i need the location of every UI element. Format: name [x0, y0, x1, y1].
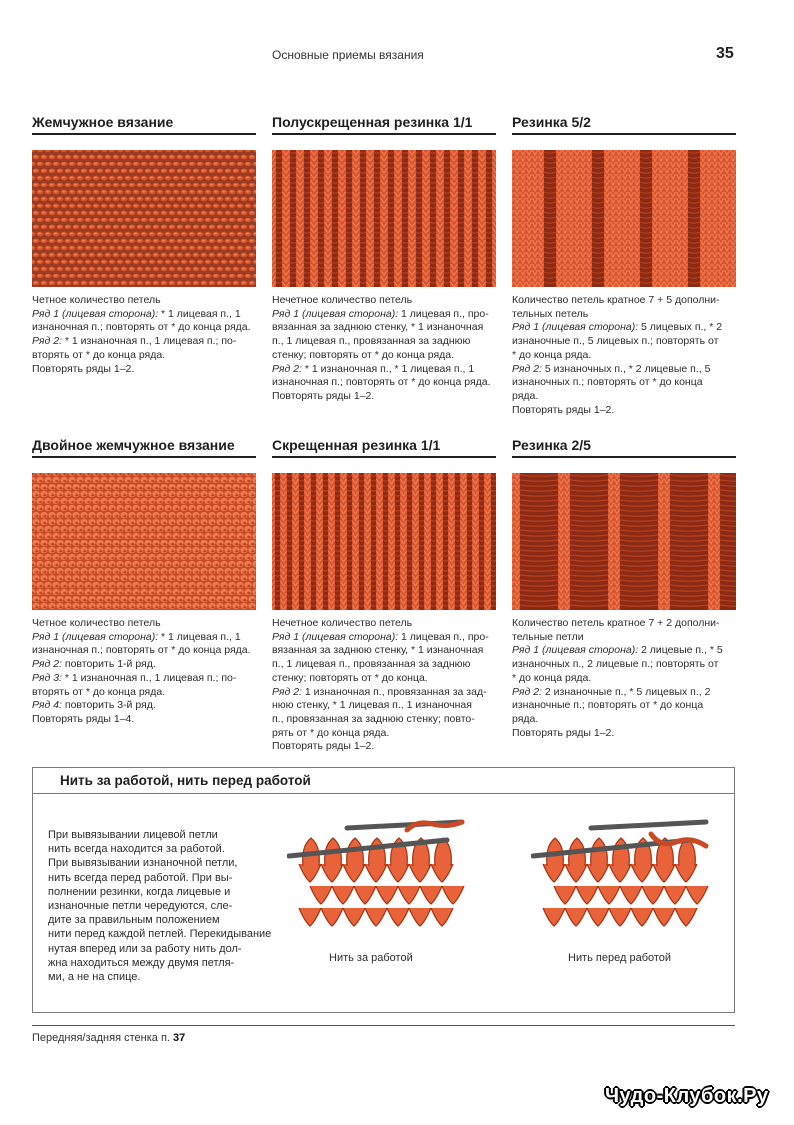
box-text	[48, 828, 276, 984]
description-line: вязанная за заднюю стенку, * 1 изнаночная	[272, 321, 484, 334]
swatch-description-rib-2-5	[512, 617, 744, 740]
box-text-line: ми, а не на спице.	[48, 971, 141, 984]
description-line: Ряд 1 (лицевая сторона): * 1 лицевая п., 1	[32, 630, 241, 643]
page-number: 35	[716, 45, 734, 62]
knit-texture	[272, 473, 496, 610]
swatch-description-half-crossed-rib	[272, 294, 504, 404]
description-line: Повторять ряды 1–2.	[512, 403, 615, 416]
stitch-loop	[343, 864, 365, 882]
stitch-loop	[675, 908, 697, 926]
description-line: Ряд 2: 5 изнаночных п., * 2 лицевые п., 5	[512, 362, 711, 375]
description-line: Ряд 2: 1 изнаночная п., провязанная за зад-	[272, 685, 487, 698]
swatch-title-half-crossed-rib: Полускрещенная резинка 1/1	[272, 114, 496, 135]
description-line: Ряд 2: повторить 1-й ряд.	[32, 658, 156, 671]
stitch-loop	[631, 864, 653, 882]
swatch-description-rib-5-2	[512, 294, 744, 417]
stitch-loop	[543, 864, 565, 882]
stitch-loop	[609, 864, 631, 882]
swatch-image-rib-5-2	[512, 150, 736, 287]
description-line: Нечетное количество петель	[272, 617, 413, 629]
description-line: вторять от * до конца ряда.	[32, 685, 166, 698]
description-line: изнаночная п.; повторять от * до конца ряда.	[32, 644, 251, 657]
knit-texture	[512, 473, 736, 610]
description-line: Количество петель кратное 7 + 5 дополни-	[512, 294, 720, 306]
caption-yarn-front: Нить перед работой	[568, 952, 672, 964]
stitch-loop	[369, 838, 386, 866]
description-line: Количество петель кратное 7 + 2 дополни-	[512, 617, 720, 629]
box-text-line: нить всегда находится за работой.	[48, 843, 225, 856]
box-text-line: изнаночные петли чередуются, сле-	[48, 900, 233, 913]
stitch-loop	[565, 908, 587, 926]
stitch-loop	[686, 886, 708, 904]
swatch-title-seed: Жемчужное вязание	[32, 114, 256, 135]
box-text-line: нити перед каждой петлей. Перекидывание	[48, 928, 272, 941]
stitch-loop	[299, 864, 321, 882]
description-line: Ряд 1 (лицевая сторона): 5 лицевых п., * 2	[512, 321, 723, 334]
swatch-image-seed	[32, 150, 256, 287]
description-line: Ряд 4: повторить 3-й ряд.	[32, 699, 156, 712]
running-title: Основные приемы вязания	[272, 48, 424, 62]
swatch-title-rib-5-2: Резинка 5/2	[512, 114, 736, 135]
stitch-loop	[310, 886, 332, 904]
stitch-loop	[442, 886, 464, 904]
swatch-description-crossed-rib	[272, 617, 504, 754]
description-line: п., провязанная за заднюю стенку; повто-	[272, 712, 475, 725]
description-line: Ряд 1 (лицевая сторона): 1 лицевая п., про-	[272, 630, 489, 643]
box-text-line: дите за правильным положением	[48, 914, 220, 927]
description-line: Ряд 3: * 1 изнаночная п., 1 лицевая п.; по-	[32, 671, 237, 684]
box-text-line: При вывязывании лицевой петли	[48, 829, 218, 841]
description-line: Повторять ряды 1–2.	[272, 389, 375, 402]
swatch-image-half-crossed-rib	[272, 150, 496, 287]
description-line: Повторять ряды 1–4.	[32, 712, 135, 725]
stitch-loop	[631, 908, 653, 926]
box-header	[33, 768, 734, 794]
footer-reference	[32, 1032, 185, 1044]
stitch-loop	[387, 864, 409, 882]
stitch-loop	[431, 908, 453, 926]
swatch-description-seed	[32, 294, 264, 376]
description-line: рять от * до конца ряда.	[272, 726, 390, 739]
stitch-loop	[354, 886, 376, 904]
description-line: тельных петель	[512, 307, 589, 320]
swatch-image-rib-2-5	[512, 473, 736, 610]
footer-ref-label: Передняя/задняя стенка п.	[32, 1032, 170, 1044]
description-line: * до конца ряда.	[512, 348, 592, 361]
swatch-image-crossed-rib	[272, 473, 496, 610]
knit-texture	[512, 150, 736, 287]
description-line: ряда.	[512, 712, 539, 725]
box-text-line: полнении резинки, когда лицевые и	[48, 885, 231, 898]
swatch-image-double-seed	[32, 473, 256, 610]
knitting-needle	[591, 822, 706, 828]
footer-ref-page: 37	[173, 1032, 186, 1044]
yarn-position-box	[32, 767, 735, 1013]
caption-yarn-back: Нить за работой	[329, 952, 413, 964]
description-line: Нечетное количество петель	[272, 294, 413, 306]
box-title: Нить за работой, нить перед работой	[60, 773, 311, 788]
stitch-loop	[664, 886, 686, 904]
stitch-loop	[587, 908, 609, 926]
description-line: Ряд 1 (лицевая сторона): 2 лицевые п., * 5	[512, 644, 723, 657]
description-line: Четное количество петель	[32, 294, 161, 306]
stitch-loop	[598, 886, 620, 904]
swatch-title-crossed-rib: Скрещенная резинка 1/1	[272, 437, 496, 458]
stitch-loop	[653, 864, 675, 882]
stitch-loop	[321, 908, 343, 926]
description-line: стенку; повторять от * до конца ряда.	[272, 348, 455, 361]
stitch-loop	[321, 864, 343, 882]
box-text-line: жна находиться между двумя петля-	[48, 956, 235, 969]
description-line: Повторять ряды 1–2.	[32, 362, 135, 375]
description-line: тельные петли	[512, 630, 584, 643]
stitch-loop	[420, 886, 442, 904]
box-text-line: нутая вперед или за работу нить дол-	[48, 942, 242, 955]
box-text-line: нить всегда перед работой. При вы-	[48, 871, 233, 884]
description-line: ряда.	[512, 389, 539, 402]
yarn-back-drawing	[287, 816, 467, 936]
description-line: Ряд 1 (лицевая сторона): 1 лицевая п., про-	[272, 307, 489, 320]
stitch-loop	[299, 908, 321, 926]
stitch-loop	[543, 908, 565, 926]
stitch-loop	[587, 864, 609, 882]
stitch-loop	[554, 886, 576, 904]
stitch-loop	[332, 886, 354, 904]
stitch-loop	[376, 886, 398, 904]
yarn-front-drawing	[531, 816, 711, 936]
stitch-loop	[675, 864, 697, 882]
box-text-line: При вывязывании изнаночной петли,	[48, 857, 238, 870]
stitch-loop	[642, 886, 664, 904]
stitch-loop	[431, 864, 453, 882]
footer-divider	[32, 1025, 735, 1026]
stitch-loop	[365, 908, 387, 926]
description-line: изнаночные п., 5 лицевых п.; повторять от	[512, 335, 719, 348]
description-line: Ряд 2: * 1 изнаночная п., 1 лицевая п.; по-	[32, 335, 237, 348]
description-line: нюю стенку, * 1 лицевая п., 1 изнаночная	[272, 699, 472, 712]
illustration-yarn-back	[287, 816, 467, 941]
description-line: п., 1 лицевая п., провязанная за заднюю	[272, 335, 471, 348]
working-yarn	[407, 822, 462, 830]
working-yarn	[651, 834, 706, 846]
description-line: изнаночные п.; повторять от * до конца	[512, 699, 704, 712]
description-line: вторять от * до конца ряда.	[32, 348, 166, 361]
description-line: изнаночная п.; повторять от * до конца ряда.	[32, 321, 251, 334]
description-line: Повторять ряды 1–2.	[272, 740, 375, 753]
stitch-loop	[409, 864, 431, 882]
stitch-loop	[565, 864, 587, 882]
stitch-loop	[653, 908, 675, 926]
description-line: п., 1 лицевая п., провязанная за заднюю	[272, 658, 471, 671]
description-line: Ряд 1 (лицевая сторона): * 1 лицевая п., 1	[32, 307, 241, 320]
swatch-title-double-seed: Двойное жемчужное вязание	[32, 437, 256, 458]
stitch-loop	[365, 864, 387, 882]
illustration-yarn-front	[531, 816, 711, 941]
description-line: * до конца ряда.	[512, 671, 592, 684]
stitch-loop	[613, 838, 630, 866]
description-line: Повторять ряды 1–2.	[512, 726, 615, 739]
knit-texture	[32, 473, 256, 610]
stitch-loop	[398, 886, 420, 904]
description-line: вязанная за заднюю стенку, * 1 изнаночная	[272, 644, 484, 657]
site-watermark: Чудо-Клубок.Ру	[605, 1085, 769, 1107]
swatch-description-double-seed	[32, 617, 264, 727]
stitch-loop	[387, 908, 409, 926]
description-line: стенку; повторять от * до конца.	[272, 671, 428, 684]
description-line: изнаночных п., 2 лицевые п.; повторять от	[512, 658, 719, 671]
stitch-loop	[609, 908, 631, 926]
description-line: Четное количество петель	[32, 617, 161, 629]
knit-texture	[272, 150, 496, 287]
stitch-loop	[620, 886, 642, 904]
stitch-loop	[409, 908, 431, 926]
stitch-loop	[343, 908, 365, 926]
description-line: Ряд 2: 2 изнаночные п., * 5 лицевых п., 2	[512, 685, 711, 698]
stitch-loop	[576, 886, 598, 904]
description-line: изнаночная п.; повторять от * до конца ряда.	[272, 376, 491, 389]
description-line: Ряд 2: * 1 изнаночная п., * 1 лицевая п., 1	[272, 362, 475, 375]
swatch-title-rib-2-5: Резинка 2/5	[512, 437, 736, 458]
knit-texture	[32, 150, 256, 287]
description-line: изнаночных п.; повторять от * до конца	[512, 376, 703, 389]
